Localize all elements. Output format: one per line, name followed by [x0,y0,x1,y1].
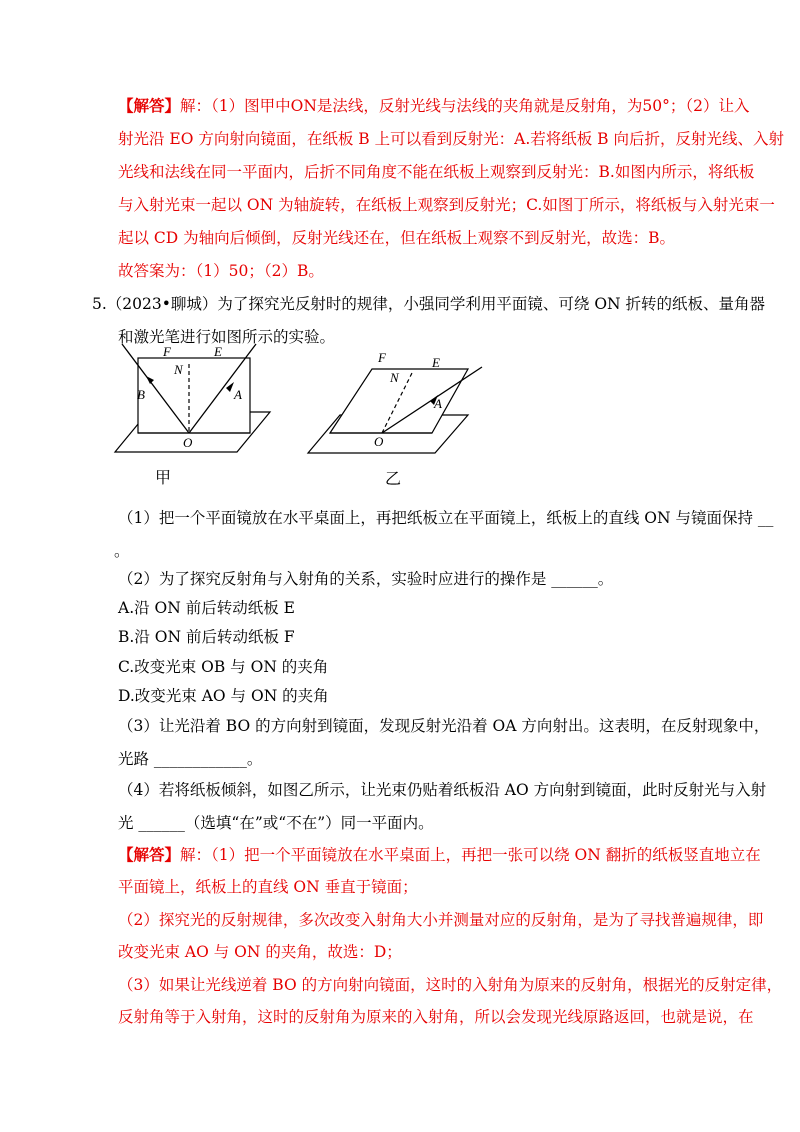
label-a: A [434,396,442,411]
answer2-line-2: 平面镜上，纸板上的直线 ON 垂直于镜面； [118,878,418,896]
subquestion-2: （2）为了探究反射角与入射角的关系，实验时应进行的操作是 ______。 [118,570,614,588]
figure-caption-yi: 乙 [385,471,402,488]
answer2-line-4: 改变光束 AO 与 ON 的夹角，故选：D； [118,943,402,961]
label-o: O [183,435,193,450]
answer-line-5: 起以 CD 为轴向后倾倒，反射光线还在，但在纸板上观察不到反射光，故选：B。 [118,229,676,247]
answer-text: 解：（1）把一个平面镜放在水平桌面上，再把一张可以绕 ON 翻折的纸板竖直地立在 [180,846,761,864]
figure-caption-jia: 甲 [155,470,172,487]
question-stem-line-1 [92,294,765,314]
label-b: B [137,387,145,402]
label-e: E [432,355,440,370]
option-c: C.改变光束 OB 与 ON 的夹角 [118,658,329,676]
subquestion-1-cont: 。 [114,542,130,560]
answer2-line-6: 反射角等于入射角，这时的反射角为原来的入射角，所以会发现光线原路返回，也就是说，在 [118,1008,754,1026]
subquestion-3-cont: 光路 ____________。 [118,750,263,768]
label-f: F [163,344,171,359]
figure-yi [300,345,500,490]
subquestion-1: （1）把一个平面镜放在水平桌面上，再把纸板立在平面镜上，纸板上的直线 ON 与镜面保持 __ [118,509,774,527]
paper-board-tilted [330,369,468,433]
answer-tag: 【解答】 [118,845,181,864]
subquestion-4-cont: 光 ______（选填“在”或“不在”）同一平面内。 [118,814,434,832]
answer-line-4: 与入射光束一起以 ON 为轴旋转，在纸板上观察到反射光；C.如图丁所示，将纸板与入射光束一 [118,196,775,214]
answer-line-1 [118,96,749,116]
option-d: D.改变光束 AO 与 ON 的夹角 [118,687,329,705]
answer2-line-1 [118,845,761,865]
question-stem: （2023•聊城）为了探究光反射时的规律，小强同学利用平面镜、可绕 ON 折转的纸板、量角器 [106,295,766,313]
label-o: O [374,434,384,449]
label-e: E [214,344,222,359]
option-a: A.沿 ON 前后转动纸板 E [118,599,295,617]
label-n: N [390,370,399,385]
answer2-line-3: （2）探究光的反射规律，多次改变入射角大小并测量对应的反射角，是为了寻找普遍规律，即 [118,911,764,929]
subquestion-4: （4）若将纸板倾斜，如图乙所示，让光束仍贴着纸板沿 AO 方向射到镜面，此时反射光与入射 [118,781,767,799]
answer2-line-5: （3）如果让光线逆着 BO 的方向射向镜面，这时的入射角为原来的反射角，根据光的反射定律， [118,976,783,994]
answer-text: 解：（1）图甲中ON是法线，反射光线与法线的夹角就是反射角，为50°；（2）让入 [180,97,750,115]
answer-line-3: 光线和法线在同一平面内，后折不同角度不能在纸板上观察到反射光：B.如图内所示，将纸板 [118,163,755,181]
answer-final: 故答案为：（1）50；（2）B。 [118,262,324,280]
question-number: 5. [92,295,107,313]
label-a: A [234,387,242,402]
label-f: F [378,350,386,365]
question-stem-line-2: 和激光笔进行如图所示的实验。 [118,328,336,346]
figure-jia [110,340,300,490]
option-b: B.沿 ON 前后转动纸板 F [118,628,295,646]
subquestion-3: （3）让光沿着 BO 的方向射到镜面，发现反射光沿着 OA 方向射出。这表明，在反射现象中， [118,717,770,735]
answer-line-2: 射光沿 EO 方向射向镜面，在纸板 B 上可以看到反射光：A.若将纸板 B 向后折，反射光线、入射 [118,130,784,148]
answer-tag: 【解答】 [118,96,181,115]
label-n: N [174,362,183,377]
